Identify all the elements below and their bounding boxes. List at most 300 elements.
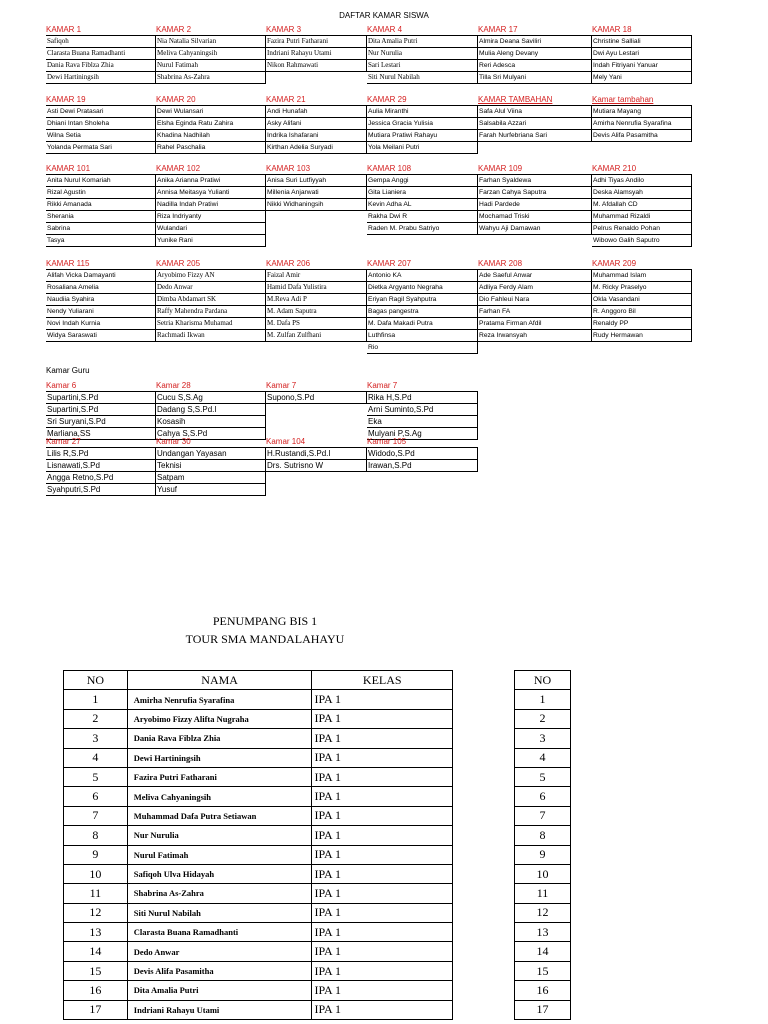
room-name-cell: Safiqoh: [46, 36, 156, 48]
room-header: Kamar 28: [156, 381, 191, 390]
room-name-cell: Rudy Hermawan: [592, 330, 692, 342]
room-name-cell: Millenia Anjarwati: [266, 187, 367, 199]
cell-kelas: IPA 1: [312, 748, 453, 767]
room-name-list: [46, 269, 156, 342]
room-name-list: [266, 35, 367, 72]
room-name-cell: Kosasih: [156, 416, 266, 428]
table-row: [64, 845, 453, 864]
room-name-cell: Sari Lestari: [367, 60, 478, 72]
room-name-list: [478, 269, 592, 342]
cell-no: 17: [515, 1000, 571, 1019]
cell-nama: Devis Alifa Pasamitha: [127, 961, 312, 980]
table-row: [515, 981, 571, 1000]
room-name-list: [266, 105, 367, 154]
room-name-cell: Yunike Rani: [156, 235, 266, 247]
table-row: [64, 787, 453, 806]
room-name-cell: Meliva Cahyaningsih: [156, 48, 266, 60]
room-name-cell: Mochamad Triski: [478, 211, 592, 223]
table-row: [64, 884, 453, 903]
room-header: KAMAR 19: [46, 95, 86, 104]
room-name-cell: M. Ricky Praselyo: [592, 282, 692, 294]
room-name-cell: Nikki Widhaningsih: [266, 199, 367, 211]
table-row: [515, 864, 571, 883]
cell-no: 12: [515, 903, 571, 922]
cell-no: 16: [64, 981, 128, 1000]
room-name-cell: Shabrina As-Zahra: [156, 72, 266, 84]
room-name-cell: Sri Suryani,S.Pd: [46, 416, 156, 428]
cell-kelas: IPA 1: [312, 884, 453, 903]
room-name-cell: Lisnawati,S.Pd: [46, 460, 156, 472]
room-name-list: [156, 35, 266, 84]
room-name-cell: Gempa Anggi: [367, 175, 478, 187]
table-row: [64, 690, 453, 709]
cell-no: 3: [515, 729, 571, 748]
header-nama: NAMA: [127, 671, 312, 690]
room-header: KAMAR 20: [156, 95, 196, 104]
room-name-cell: Aulia Miranthi: [367, 106, 478, 118]
room-name-cell: Wahyu Aji Damawan: [478, 223, 592, 235]
room-name-cell: Raden M. Prabu Satriyo: [367, 223, 478, 235]
cell-no: 10: [64, 864, 128, 883]
cell-kelas: IPA 1: [312, 864, 453, 883]
room-name-cell: Elsha Eginda Ratu Zahira: [156, 118, 266, 130]
room-header: KAMAR 115: [46, 259, 90, 268]
room-name-cell: Okla Vasandani: [592, 294, 692, 306]
room-name-cell: Aryobimo Fizzy AN: [156, 270, 266, 282]
room-header: Kamar 7: [266, 381, 297, 390]
table-row: [515, 767, 571, 786]
room-name-cell: Fazira Putri Fatharani: [266, 36, 367, 48]
cell-kelas: IPA 1: [312, 767, 453, 786]
room-name-cell: Clarasta Buana Ramadhanti: [46, 48, 156, 60]
room-header: KAMAR 205: [156, 259, 201, 268]
room-name-cell: Irawan,S.Pd: [367, 460, 478, 472]
room-name-cell: Dhiani Intan Sholeha: [46, 118, 156, 130]
room-name-list: [478, 105, 592, 142]
room-name-cell: Amirha Nenrufia Syarafina: [592, 118, 692, 130]
room-name-list: [156, 105, 266, 154]
room-name-cell: Muhammad Rizaldi: [592, 211, 692, 223]
cell-kelas: IPA 1: [312, 1000, 453, 1019]
header-no: NO: [64, 671, 128, 690]
cell-kelas: IPA 1: [312, 709, 453, 728]
room-name-cell: Muhammad Islam: [592, 270, 692, 282]
room-name-list: [592, 174, 692, 247]
cell-no: 11: [64, 884, 128, 903]
room-name-list: [478, 35, 592, 84]
room-name-cell: M. Dafa PS: [266, 318, 367, 330]
cell-nama: Clarasta Buana Ramadhanti: [127, 923, 312, 942]
room-name-list: [156, 391, 266, 440]
bus-title: PENUMPANG BIS 1: [212, 614, 318, 628]
room-name-cell: Devis Alifa Pasamitha: [592, 130, 692, 142]
room-name-cell: Rosaliana Amelia: [46, 282, 156, 294]
room-name-cell: Rizal Agustin: [46, 187, 156, 199]
room-name-cell: Yusuf: [156, 484, 266, 496]
room-name-cell: Nia Natalia Silvarian: [156, 36, 266, 48]
room-name-cell: Mely Yani: [592, 72, 692, 84]
room-name-cell: Nikon Rahmawati: [266, 60, 367, 72]
room-header: KAMAR 3: [266, 25, 302, 34]
cell-no: 1: [515, 690, 571, 709]
room-name-cell: Deska Alamsyah: [592, 187, 692, 199]
cell-kelas: IPA 1: [312, 826, 453, 845]
cell-no: 13: [515, 923, 571, 942]
room-name-cell: Teknisi: [156, 460, 266, 472]
room-name-cell: Indrika Ishafarani: [266, 130, 367, 142]
room-name-cell: Luthfinsa: [367, 330, 478, 342]
cell-nama: Shabrina As-Zahra: [127, 884, 312, 903]
room-header: KAMAR 108: [367, 164, 412, 173]
room-name-cell: Syahputri,S.Pd: [46, 484, 156, 496]
room-name-cell: Raffy Mahendra Pardana: [156, 306, 266, 318]
room-name-list: [266, 391, 367, 404]
room-header: KAMAR 4: [367, 25, 403, 34]
room-name-cell: Setria Kharisma Muhamad: [156, 318, 266, 330]
cell-no: 14: [515, 942, 571, 961]
room-name-cell: Dietka Argyanto Negraha: [367, 282, 478, 294]
room-header: KAMAR 206: [266, 259, 311, 268]
room-name-cell: Kevin Adha AL: [367, 199, 478, 211]
table-row: [515, 729, 571, 748]
room-header: KAMAR 207: [367, 259, 412, 268]
room-name-list: [46, 391, 156, 440]
room-name-cell: Arni Suminto,S.Pd: [367, 404, 478, 416]
table-row: [64, 961, 453, 980]
room-name-cell: R. Anggoro Bil: [592, 306, 692, 318]
cell-nama: Siti Nurul Nabilah: [127, 903, 312, 922]
cell-kelas: IPA 1: [312, 923, 453, 942]
cell-no: 17: [64, 1000, 128, 1019]
cell-no: 1: [64, 690, 128, 709]
room-name-cell: Tasya: [46, 235, 156, 247]
room-name-cell: Antonio KA: [367, 270, 478, 282]
room-name-cell: Supartini,S.Pd: [46, 404, 156, 416]
room-name-cell: M. Afdallah CD: [592, 199, 692, 211]
room-name-list: [592, 269, 692, 342]
cell-no: 2: [515, 709, 571, 728]
room-name-cell: Adliya Ferdy Alam: [478, 282, 592, 294]
header-no: NO: [515, 671, 571, 690]
table-row: [64, 864, 453, 883]
room-name-cell: Wibowo Galih Saputro: [592, 235, 692, 247]
table-header-row: [515, 671, 571, 690]
room-name-cell: Supono,S.Pd: [266, 392, 367, 404]
room-name-cell: M. Adam Saputra: [266, 306, 367, 318]
room-name-cell: Anita Nurul Komariah: [46, 175, 156, 187]
room-name-cell: Rika H,S.Pd: [367, 392, 478, 404]
room-header: KAMAR 17: [478, 25, 518, 34]
room-name-cell: Mutiara Mayang: [592, 106, 692, 118]
cell-nama: Muhammad Dafa Putra Setiawan: [127, 806, 312, 825]
room-name-cell: M. Zulfan Zulfhani: [266, 330, 367, 342]
room-header: KAMAR 18: [592, 25, 632, 34]
table-row: [515, 961, 571, 980]
room-name-cell: M.Reva Adi P: [266, 294, 367, 306]
room-name-cell: Dania Rava Fiblza Zhia: [46, 60, 156, 72]
room-name-list: [592, 35, 692, 84]
room-name-cell: Naudiia Syahira: [46, 294, 156, 306]
room-header: Kamar 105: [367, 437, 407, 446]
table-row: [515, 903, 571, 922]
room-name-cell: Eriyan Ragil Syahputra: [367, 294, 478, 306]
room-name-cell: Reri Adesca: [478, 60, 592, 72]
cell-kelas: IPA 1: [312, 806, 453, 825]
header-kelas: KELAS: [312, 671, 453, 690]
room-name-cell: Dewi Wulansari: [156, 106, 266, 118]
cell-nama: Indriani Rahayu Utami: [127, 1000, 312, 1019]
room-name-cell: Adhi Tiyas Andilo: [592, 175, 692, 187]
cell-kelas: IPA 1: [312, 690, 453, 709]
room-name-cell: Marliana,SS: [46, 428, 156, 440]
room-name-cell: Renaldy PP: [592, 318, 692, 330]
bus-passenger-table: [63, 670, 453, 1020]
room-name-list: [266, 269, 367, 342]
room-name-cell: Bagas pangestra: [367, 306, 478, 318]
page-title: DAFTAR KAMAR SISWA: [339, 11, 429, 20]
room-name-cell: Novi Indah Kurnia: [46, 318, 156, 330]
cell-no: 16: [515, 981, 571, 1000]
table-row: [515, 884, 571, 903]
cell-kelas: IPA 1: [312, 729, 453, 748]
cell-kelas: IPA 1: [312, 903, 453, 922]
cell-no: 4: [515, 748, 571, 767]
room-name-cell: Salsabila Azzari: [478, 118, 592, 130]
room-name-list: [592, 105, 692, 142]
room-name-list: [156, 269, 266, 342]
table-row: [515, 709, 571, 728]
table-row: [515, 845, 571, 864]
cell-no: 15: [515, 961, 571, 980]
room-name-cell: Tilla Sri Mulyani: [478, 72, 592, 84]
table-row: [64, 806, 453, 825]
room-name-cell: Ade Saeful Anwar: [478, 270, 592, 282]
table-row: [64, 729, 453, 748]
room-header: Kamar 7: [367, 381, 398, 390]
table-row: [515, 748, 571, 767]
table-row: [515, 923, 571, 942]
cell-kelas: IPA 1: [312, 981, 453, 1000]
cell-kelas: IPA 1: [312, 787, 453, 806]
cell-no: 8: [515, 826, 571, 845]
cell-nama: Dewi Hartiningsih: [127, 748, 312, 767]
table-row: [64, 748, 453, 767]
teacher-rooms-label: Kamar Guru: [46, 366, 90, 375]
room-header: Kamar tambahan: [592, 95, 654, 104]
table-row: [64, 942, 453, 961]
table-row: [64, 981, 453, 1000]
room-header: KAMAR 29: [367, 95, 407, 104]
room-name-list: [46, 35, 156, 84]
cell-no: 8: [64, 826, 128, 845]
cell-nama: Fazira Putri Fatharani: [127, 767, 312, 786]
room-header: KAMAR 1: [46, 25, 82, 34]
room-name-cell: Kirthan Adelia Suryadi: [266, 142, 367, 154]
room-name-cell: Safa Alul Viina: [478, 106, 592, 118]
cell-nama: Dita Amalia Putri: [127, 981, 312, 1000]
room-name-cell: Farhan FA: [478, 306, 592, 318]
room-name-cell: Farah Nurfebriana Sari: [478, 130, 592, 142]
cell-kelas: IPA 1: [312, 942, 453, 961]
cell-no: 4: [64, 748, 128, 767]
room-name-cell: Widya Saraswati: [46, 330, 156, 342]
room-name-cell: Yolanda Permata Sari: [46, 142, 156, 154]
room-name-cell: Anisa Suri Lutfiyyah: [266, 175, 367, 187]
room-name-cell: Siti Nurul Nabilah: [367, 72, 478, 84]
room-header: KAMAR 102: [156, 164, 201, 173]
room-header: KAMAR 210: [592, 164, 637, 173]
room-name-list: [46, 447, 156, 496]
room-header: KAMAR TAMBAHAN: [478, 95, 553, 104]
room-name-cell: Dedo Anwar: [156, 282, 266, 294]
room-header: KAMAR 109: [478, 164, 523, 173]
room-name-cell: Satpam: [156, 472, 266, 484]
cell-no: 9: [515, 845, 571, 864]
room-name-cell: Mutiara Pratiwi Rahayu: [367, 130, 478, 142]
room-name-cell: Indah Fitriyani Yanuar: [592, 60, 692, 72]
cell-nama: Nur Nurulia: [127, 826, 312, 845]
room-name-cell: Rio: [367, 342, 478, 354]
room-name-list: [367, 105, 478, 154]
cell-kelas: IPA 1: [312, 961, 453, 980]
bus-number-table: [514, 670, 571, 1020]
cell-no: 6: [515, 787, 571, 806]
room-name-cell: Cahya S,S.Pd: [156, 428, 266, 440]
room-header: KAMAR 103: [266, 164, 311, 173]
room-header: KAMAR 21: [266, 95, 306, 104]
cell-no: 12: [64, 903, 128, 922]
cell-no: 7: [64, 806, 128, 825]
table-row: [64, 1000, 453, 1019]
room-name-cell: Pelrus Renaldo Pohan: [592, 223, 692, 235]
room-name-cell: Mulyani P,S.Ag: [367, 428, 478, 440]
room-name-cell: Dewi Hartiningsih: [46, 72, 156, 84]
room-name-cell: Angga Retno,S.Pd: [46, 472, 156, 484]
table-row: [64, 826, 453, 845]
room-name-cell: Riza Indriyanty: [156, 211, 266, 223]
cell-nama: Dedo Anwar: [127, 942, 312, 961]
table-row: [64, 767, 453, 786]
cell-no: 10: [515, 864, 571, 883]
cell-no: 14: [64, 942, 128, 961]
room-name-cell: Mulia Aleng Devany: [478, 48, 592, 60]
room-name-cell: Rachmadi Ikwan: [156, 330, 266, 342]
cell-no: 11: [515, 884, 571, 903]
table-row: [515, 1000, 571, 1019]
room-name-cell: Nurul Fatimah: [156, 60, 266, 72]
room-name-cell: Nendy Yuliarani: [46, 306, 156, 318]
cell-nama: Nurul Fatimah: [127, 845, 312, 864]
table-row: [515, 690, 571, 709]
room-name-cell: Annisa Meitasya Yulianti: [156, 187, 266, 199]
room-name-cell: Reza Irwansyah: [478, 330, 592, 342]
room-name-cell: Nur Nurulia: [367, 48, 478, 60]
room-name-cell: Sherania: [46, 211, 156, 223]
cell-no: 5: [515, 767, 571, 786]
room-name-cell: Yola Meilani Putri: [367, 142, 478, 154]
room-name-list: [266, 447, 367, 472]
room-name-list: [156, 174, 266, 247]
cell-nama: Meliva Cahyaningsih: [127, 787, 312, 806]
table-row: [64, 709, 453, 728]
room-name-list: [46, 105, 156, 154]
room-name-list: [367, 269, 478, 354]
room-name-list: [367, 447, 478, 472]
room-name-cell: Lilis R,S.Pd: [46, 448, 156, 460]
room-name-cell: Dimba Abdamart SK: [156, 294, 266, 306]
cell-no: 6: [64, 787, 128, 806]
room-name-cell: Cucu S,S.Ag: [156, 392, 266, 404]
room-name-cell: Sabrina: [46, 223, 156, 235]
room-name-cell: Gita Lianiera: [367, 187, 478, 199]
room-header: KAMAR 2: [156, 25, 192, 34]
room-header: Kamar 27: [46, 437, 81, 446]
room-name-cell: Christine Salliali: [592, 36, 692, 48]
room-name-cell: H.Rustandi,S.Pd.I: [266, 448, 367, 460]
cell-no: 15: [64, 961, 128, 980]
room-name-cell: Dita Amalia Putri: [367, 36, 478, 48]
room-name-cell: Alifah Vicka Damayanti: [46, 270, 156, 282]
room-name-cell: Dadang S,S.Pd.I: [156, 404, 266, 416]
room-name-cell: Rakha Dwi R: [367, 211, 478, 223]
room-name-cell: Anika Arianna Pratiwi: [156, 175, 266, 187]
table-header-row: [64, 671, 453, 690]
room-name-cell: Dwi Ayu Lestari: [592, 48, 692, 60]
room-name-cell: Hadi Pardede: [478, 199, 592, 211]
cell-nama: Safiqoh Ulva Hidayah: [127, 864, 312, 883]
room-name-list: [46, 174, 156, 247]
cell-no: 5: [64, 767, 128, 786]
room-name-list: [367, 35, 478, 84]
room-name-cell: Andi Hunafah: [266, 106, 367, 118]
cell-no: 7: [515, 806, 571, 825]
room-header: Kamar 104: [266, 437, 306, 446]
room-header: KAMAR 209: [592, 259, 637, 268]
room-name-cell: Almira Deana Saviliri: [478, 36, 592, 48]
room-name-cell: Widodo,S.Pd: [367, 448, 478, 460]
room-name-cell: Drs. Sutrisno W: [266, 460, 367, 472]
room-header: Kamar 30: [156, 437, 191, 446]
table-row: [515, 806, 571, 825]
room-header: KAMAR 101: [46, 164, 91, 173]
table-row: [515, 826, 571, 845]
cell-no: 9: [64, 845, 128, 864]
room-name-list: [156, 447, 266, 496]
room-name-cell: M. Dafa Makadi Putra: [367, 318, 478, 330]
table-row: [64, 903, 453, 922]
table-row: [515, 787, 571, 806]
room-header: KAMAR 208: [478, 259, 523, 268]
room-name-list: [266, 174, 367, 211]
room-name-cell: Supartini,S.Pd: [46, 392, 156, 404]
room-header: Kamar 6: [46, 381, 77, 390]
cell-no: 2: [64, 709, 128, 728]
room-name-cell: Khadina Nadhilah: [156, 130, 266, 142]
room-name-cell: Rahel Paschalia: [156, 142, 266, 154]
cell-no: 3: [64, 729, 128, 748]
table-row: [515, 942, 571, 961]
room-name-cell: Wulandari: [156, 223, 266, 235]
room-name-list: [367, 174, 478, 235]
room-name-cell: Indriani Rahayu Utami: [266, 48, 367, 60]
room-name-cell: Wilna Setia: [46, 130, 156, 142]
bus-subtitle: TOUR SMA MANDALAHAYU: [185, 632, 345, 646]
cell-nama: Amirha Nenrufia Syarafina: [127, 690, 312, 709]
room-name-cell: Dio Fahleui Nara: [478, 294, 592, 306]
room-name-cell: Jessica Gracia Yulisia: [367, 118, 478, 130]
room-name-cell: Asti Dewi Pratasari: [46, 106, 156, 118]
room-name-cell: Pratama Firman Afdil: [478, 318, 592, 330]
